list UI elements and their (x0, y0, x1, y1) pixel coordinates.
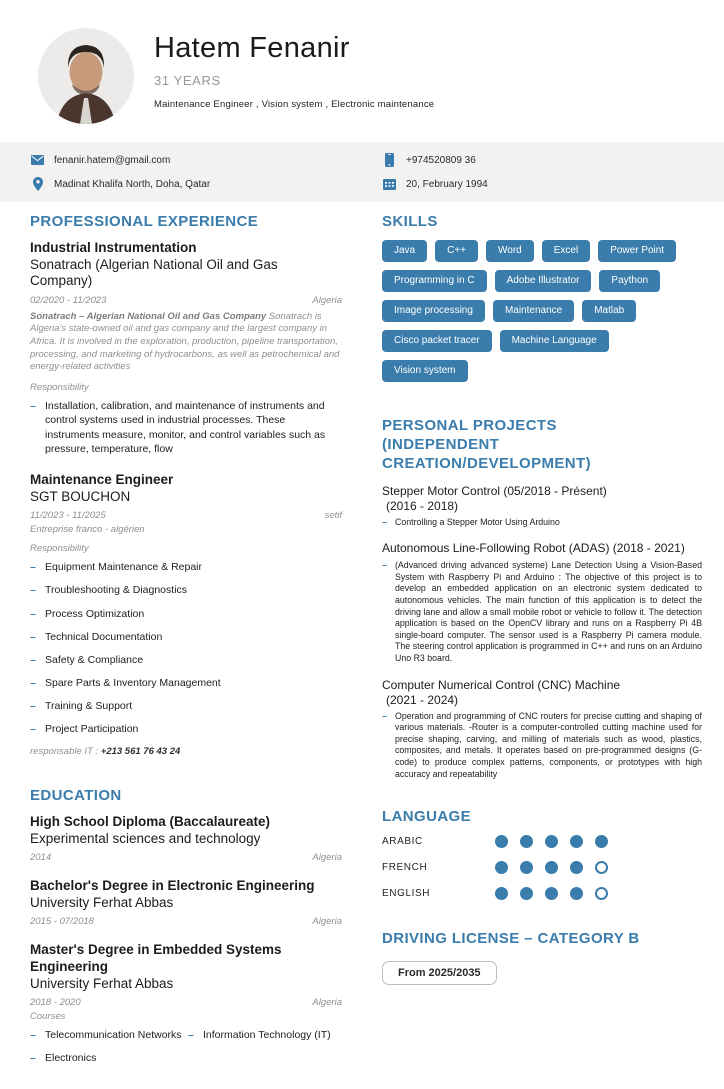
skill-badge: Maintenance (493, 300, 574, 322)
education-heading: EDUCATION (30, 786, 122, 804)
driving-license-heading: DRIVING LICENSE – CATEGORY B (382, 930, 640, 948)
language-name: ARABIC (382, 836, 423, 848)
project-item (382, 678, 702, 781)
responsibility-bullet: – Installation, calibration, and maintenance of instruments and control systems used in industrial processes. These instruments measure, monitor, and control variables such as pressure, temperature, flow (30, 399, 342, 456)
job-location: setif (324, 510, 342, 522)
degree-title: Bachelor's Degree in Electronic Engineering (30, 877, 315, 893)
degree-school: University Ferhat Abbas (30, 975, 174, 991)
level-dot-empty (595, 887, 608, 900)
driving-license-badge: From 2025/2035 (382, 961, 497, 985)
degree-meta (30, 916, 342, 927)
project-title: Autonomous Line-Following Robot (ADAS) (2018 - 2021) (382, 541, 685, 556)
job-meta (30, 510, 342, 521)
language-name: ENGLISH (382, 888, 431, 900)
contact-bar (0, 142, 724, 202)
responsibility-bullet: – Training & Support (30, 699, 342, 713)
level-dot-filled (495, 861, 508, 874)
contact-email-value: fenanir.hatem@gmail.com (54, 154, 171, 166)
skill-badge: Java (382, 240, 427, 262)
profile-photo (38, 28, 134, 124)
degree-dates: 2015 - 07/2018 (30, 916, 94, 928)
responsibility-list (30, 560, 342, 736)
degree-title: Master's Degree in Embedded Systems Engineering (30, 942, 282, 974)
level-dot-filled (495, 835, 508, 848)
project-bullet: – Operation and programming of CNC routers for precise cutting and shaping of various materials. -Router is a computer-controlled cutting machine used for precise shaping, carving, and milling of materials such as wood, plastics, composites, and metals. It operates based on pre-programmed designs (G-code) to produce complex patterns, components, or prototypes with high accuracy and repeatability (382, 711, 702, 781)
level-dot-filled (570, 835, 583, 848)
degree-title: High School Diploma (Baccalaureate) (30, 813, 271, 829)
project-item (382, 484, 702, 529)
responsibility-bullet: – Spare Parts & Inventory Management (30, 676, 342, 690)
calendar-icon (382, 178, 397, 190)
note-label: responsable IT : (30, 745, 101, 757)
job-summary (30, 311, 342, 375)
level-dot-filled (520, 835, 533, 848)
role-line: Maintenance Engineer , Vision system , Electronic maintenance (154, 99, 435, 110)
mail-icon (30, 155, 45, 165)
job-title: Maintenance Engineer (30, 471, 174, 487)
project-title: Computer Numerical Control (CNC) Machine (382, 677, 621, 692)
job-summary-lead: Sonatrach – Algerian National Oil and Gas Company (30, 310, 267, 322)
contact-birthdate (382, 178, 724, 190)
level-dot-filled (545, 887, 558, 900)
level-dot-filled (570, 861, 583, 874)
contact-email (30, 155, 382, 166)
project-bullet: – Controlling a Stepper Motor Using Arduino (382, 517, 702, 529)
language-level-dots (495, 835, 608, 848)
language-row (382, 861, 702, 874)
degree-school: University Ferhat Abbas (30, 895, 174, 911)
contact-phone (382, 153, 724, 167)
professional-experience-heading: PROFESSIONAL EXPERIENCE (30, 213, 259, 230)
skill-badge: Machine Language (500, 330, 609, 352)
job-subtitle: Entreprise franco - algérien (30, 524, 145, 536)
header (38, 28, 434, 124)
contact-birthdate-value: 20, February 1994 (406, 178, 488, 190)
level-dot-filled (570, 887, 583, 900)
job-dates: 02/2020 - 11/2023 (30, 294, 107, 306)
course-bullet: – Telecommunication Networks (30, 1028, 188, 1042)
contact-location-value: Madinat Khalifa North, Doha, Qatar (54, 178, 211, 190)
skill-badge: Vision system (382, 360, 468, 382)
experience-item (30, 240, 342, 456)
degree-meta (30, 852, 342, 863)
job-summary-text: Sonatrach is Algeria's state-owned oil and gas company and the largest company in Africa. It is involved in the exploration, production, pipeline transportation, processing, and marketing of hydrocarbons, as well as petrochemical and energy-related activities (30, 310, 340, 373)
course-bullet: – Electronics (30, 1051, 188, 1065)
project-bullets (382, 560, 702, 664)
skill-badge: Cisco packet tracer (382, 330, 492, 352)
responsibility-bullet: – Project Participation (30, 722, 342, 736)
education-item (30, 942, 342, 1074)
language-level-dots (495, 887, 608, 900)
job-location: Algeria (312, 294, 342, 306)
level-dot-filled (520, 887, 533, 900)
degree-location: Algeria (312, 851, 342, 863)
degree-location: Algeria (312, 996, 342, 1008)
skill-badge: Paython (599, 270, 660, 292)
projects-heading: PERSONAL PROJECTS (INDEPENDENT CREATION/DEVELOPMENT) (382, 417, 591, 473)
degree-school: Experimental sciences and technology (30, 830, 261, 846)
education-item (30, 878, 342, 927)
responsibility-bullet: – Technical Documentation (30, 630, 342, 644)
language-row (382, 887, 702, 900)
phone-icon (382, 153, 397, 167)
responsibility-bullet: – Equipment Maintenance & Repair (30, 560, 342, 574)
language-row (382, 835, 702, 848)
right-column (382, 213, 702, 1089)
courses-label: Courses (30, 1010, 66, 1022)
responsibility-bullet: – Safety & Compliance (30, 653, 342, 667)
education-item (30, 814, 342, 863)
skill-badge: Matlab (582, 300, 636, 322)
degree-location: Algeria (312, 916, 342, 928)
age-label: 31 YEARS (154, 73, 221, 88)
job-org: SGT BOUCHON (30, 489, 131, 505)
courses-list (30, 1028, 342, 1074)
responsibility-list (30, 399, 342, 456)
level-dot-filled (595, 835, 608, 848)
language-level-dots (495, 861, 608, 874)
project-title: Stepper Motor Control (05/2018 - Présent) (382, 483, 607, 498)
project-bullet: – (Advanced driving advanced systeme) Lane Detection Using a Vision-Based System with Raspberry Pi and Arduino : The objective of this project is to develop an embedded application on an electronic system dedicated to autonomous vehicles. The main function of this application is to detect the driving lane and allow a small mobile robot or vehicle to follow it. The detection application is based on the OpenCV library and runs on a Raspberry Pi 4B single-board computer. The sensor used is a Raspberry Pi camera module. The steering control application is programmed in C++ and runs on an Arduino Uno R3 board. (382, 560, 702, 664)
skill-badge: Image processing (382, 300, 485, 322)
location-pin-icon (30, 177, 45, 191)
degree-dates: 2018 - 2020 (30, 996, 81, 1008)
responsibility-bullet: – Troubleshooting & Diagnostics (30, 583, 342, 597)
language-heading: LANGUAGE (382, 808, 472, 826)
responsibility-label: Responsibility (30, 543, 89, 555)
responsibility-bullet: – Process Optimization (30, 607, 342, 621)
level-dot-filled (495, 887, 508, 900)
degree-meta (30, 997, 342, 1008)
skill-badge: Word (486, 240, 534, 262)
skills-badges (382, 240, 702, 382)
header-text (154, 28, 434, 124)
skill-badge: C++ (435, 240, 478, 262)
job-dates: 11/2023 - 11/2025 (30, 510, 106, 522)
language-name: FRENCH (382, 862, 428, 874)
level-dot-empty (595, 861, 608, 874)
contact-location (30, 177, 382, 191)
course-bullet: – Information Technology (IT) (188, 1028, 346, 1042)
skill-badge: Power Point (598, 240, 676, 262)
level-dot-filled (520, 861, 533, 874)
project-title-dates: (2016 - 2018) (386, 498, 459, 513)
page-title: Hatem Fenanir (154, 32, 350, 64)
skill-badge: Excel (542, 240, 590, 262)
degree-dates: 2014 (30, 851, 52, 863)
skill-badge: Programming in C (382, 270, 487, 292)
project-bullets (382, 711, 702, 781)
contact-phone-value: +974520809 36 (406, 154, 476, 166)
skill-badge: Adobe Illustrator (495, 270, 592, 292)
main-content (30, 213, 702, 1089)
level-dot-filled (545, 835, 558, 848)
job-title: Industrial Instrumentation (30, 240, 197, 255)
responsibility-label: Responsibility (30, 382, 89, 394)
project-item (382, 541, 702, 664)
responsible-it-note (30, 746, 342, 757)
project-bullets (382, 517, 702, 529)
left-column (30, 213, 342, 1089)
skills-heading: SKILLS (382, 213, 438, 230)
job-meta (30, 295, 342, 306)
note-phone-value: +213 561 76 43 24 (100, 745, 181, 757)
experience-item (30, 472, 342, 757)
job-org: Sonatrach (Algerian National Oil and Gas Company) (30, 257, 278, 289)
project-title-dates: (2021 - 2024) (386, 692, 459, 707)
level-dot-filled (545, 861, 558, 874)
person-portrait-graphic (38, 28, 134, 124)
